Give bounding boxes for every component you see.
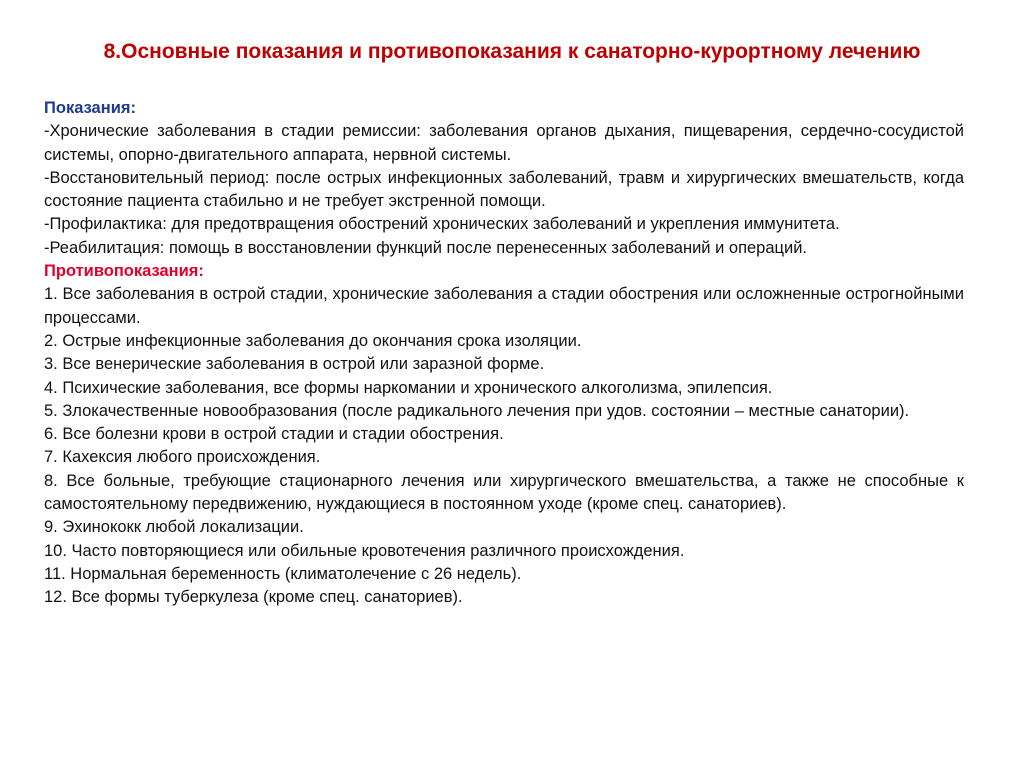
contraindication-item: 5. Злокачественные новообразования (после радикального лечения при удов. состоянии – местные санатории). <box>44 401 910 420</box>
contraindication-item: 9. Эхинококк любой локализации. <box>44 518 304 537</box>
contraindication-item: 6. Все болезни крови в острой стадии и стадии обострения. <box>44 425 504 444</box>
indication-item: -Восстановительный период: после острых инфекционных заболеваний, травм и хирургических вмешательств, когда состояние пациента стабильно и не требует экстренной помощи. <box>44 168 964 211</box>
indication-item: -Реабилитация: помощь в восстановлении функций после перенесенных заболеваний и операций. <box>44 238 808 257</box>
contraindication-item: 1. Все заболевания в острой стадии, хронические заболевания а стадии обострения или осложненные острогнойными процессами. <box>44 285 964 327</box>
indication-item: -Профилактика: для предотвращения обострений хронических заболеваний и укрепления иммунитета. <box>44 215 840 234</box>
contraindication-item: 10. Часто повторяющиеся или обильные кровотечения различного происхождения. <box>44 541 685 560</box>
indications-heading: Показания: <box>44 99 136 117</box>
contraindication-item: 7. Кахексия любого происхождения. <box>44 448 321 467</box>
contraindications-heading: Противопоказания: <box>44 262 204 281</box>
contraindication-item: 4. Психические заболевания, все формы наркомании и хронического алкоголизма, эпилепсия. <box>44 378 773 397</box>
contraindication-item: 12. Все формы туберкулеза (кроме спец. санаториев). <box>44 588 463 607</box>
indication-item: -Хронические заболевания в стадии ремиссии: заболевания органов дыхания, пищеварения, сердечно-сосудистой системы, опорно-двигательного аппарата, нервной системы. <box>44 122 964 164</box>
slide-content <box>44 97 964 610</box>
contraindication-item: 3. Все венерические заболевания в острой или заразной форме. <box>44 355 545 374</box>
contraindication-item: 2. Острые инфекционные заболевания до окончания срока изоляции. <box>44 331 582 350</box>
slide-title: 8.Основные показания и противопоказания к санаторно-курортному лечению <box>103 40 921 63</box>
contraindication-item: 8. Все больные, требующие стационарного лечения или хирургического вмешательства, а также не способные к самостоятельному передвижению, нуждающиеся в постоянном уходе (кроме спец. санаториев). <box>44 471 964 514</box>
contraindication-item: 11. Нормальная беременность (климатолечение с 26 недель). <box>44 564 522 583</box>
